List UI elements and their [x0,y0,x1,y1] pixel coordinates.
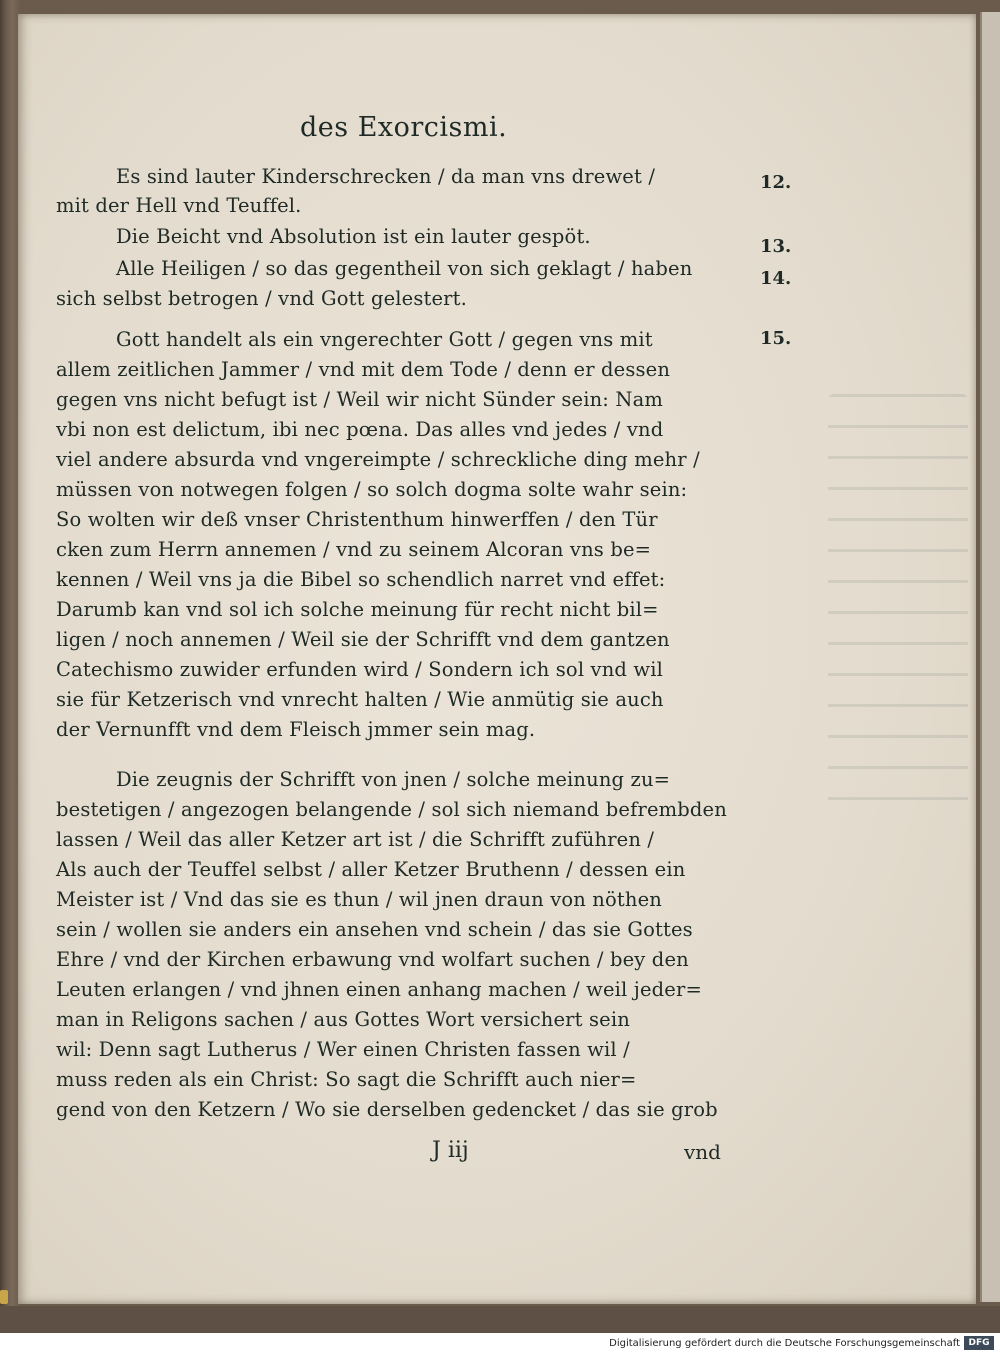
text-line: Ehre / vnd der Kirchen erbawung vnd wolfart suchen / bey den [56,948,689,971]
text-line: sein / wollen sie anders ein ansehen vnd schein / das sie Gottes [56,918,693,941]
text-line: sich selbst betrogen / vnd Gott gelestert. [56,287,467,310]
text-line: Es sind lauter Kinderschrecken / da man vns drewet / [116,165,656,188]
show-through-bleed [828,394,968,814]
signature-mark: J iij [432,1138,469,1163]
cover-right-edge [980,12,1000,1302]
text-line: sie für Ketzerisch vnd vnrecht halten / Wie anmütig sie auch [56,688,664,711]
text-line: bestetigen / angezogen belangende / sol sich niemand befrembden [56,798,727,821]
catchword: vnd [684,1140,721,1164]
text-line: gend von den Ketzern / Wo sie derselben gedencket / das sie grob [56,1098,718,1121]
text-line: gegen vns nicht befugt ist / Weil wir nicht Sünder sein: Nam [56,388,663,411]
funding-credit: Digitalisierung gefördert durch die Deutsche Forschungsgemeinschaft [609,1338,960,1349]
text-line: der Vernunfft vnd dem Fleisch jmmer sein mag. [56,718,536,741]
text-line: cken zum Herrn annemen / vnd zu seinem Alcoran vns be= [56,538,652,561]
text-line: Alle Heiligen / so das gegentheil von sich geklagt / haben [116,257,693,280]
text-line: müssen von notwegen folgen / so solch dogma solte wahr sein: [56,478,688,501]
binding-clasp [0,1290,8,1304]
running-header: des Exorcismi. [300,112,508,143]
margin-number: 14. [760,268,792,289]
margin-number: 15. [760,328,792,349]
cover-bottom-edge [0,1306,1000,1333]
text-line: mit der Hell vnd Teuffel. [56,194,302,217]
text-line: So wolten wir deß vnser Christenthum hinwerffen / den Tür [56,508,658,531]
text-line: Gott handelt als ein vngerechter Gott / gegen vns mit [116,328,653,351]
text-line: Meister ist / Vnd das sie es thun / wil jnen draun von nöthen [56,888,663,911]
text-line: allem zeitlichen Jammer / vnd mit dem Tode / denn er dessen [56,358,671,381]
dfg-logo: DFG [964,1336,994,1350]
text-line: vbi non est delictum, ibi nec pœna. Das alles vnd jedes / vnd [56,418,664,441]
text-line: ligen / noch annemen / Weil sie der Schrifft vnd dem gantzen [56,628,670,651]
margin-number: 12. [760,172,792,193]
text-line: muss reden als ein Christ: So sagt die Schrifft auch nier= [56,1068,637,1091]
text-line: Als auch der Teuffel selbst / aller Ketzer Bruthenn / dessen ein [56,858,686,881]
text-line: Die Beicht vnd Absolution ist ein lauter gespöt. [116,225,591,248]
text-line: kennen / Weil vns ja die Bibel so schendlich narret vnd effet: [56,568,666,591]
text-line: Die zeugnis der Schrifft von jnen / solche meinung zu= [116,768,671,791]
text-line: viel andere absurda vnd vngereimpte / schreckliche ding mehr / [56,448,700,471]
margin-number: 13. [760,236,792,257]
text-line: wil: Denn sagt Lutherus / Wer einen Christen fassen wil / [56,1038,630,1061]
text-line: man in Religons sachen / aus Gottes Wort versichert sein [56,1008,630,1031]
text-line: Catechismo zuwider erfunden wird / Sondern ich sol vnd wil [56,658,664,681]
text-line: Darumb kan vnd sol ich solche meinung für recht nicht bil= [56,598,659,621]
text-line: lassen / Weil das aller Ketzer art ist / die Schrifft zuführen / [56,828,655,851]
text-line: Leuten erlangen / vnd jhnen einen anhang machen / weil jeder= [56,978,702,1001]
